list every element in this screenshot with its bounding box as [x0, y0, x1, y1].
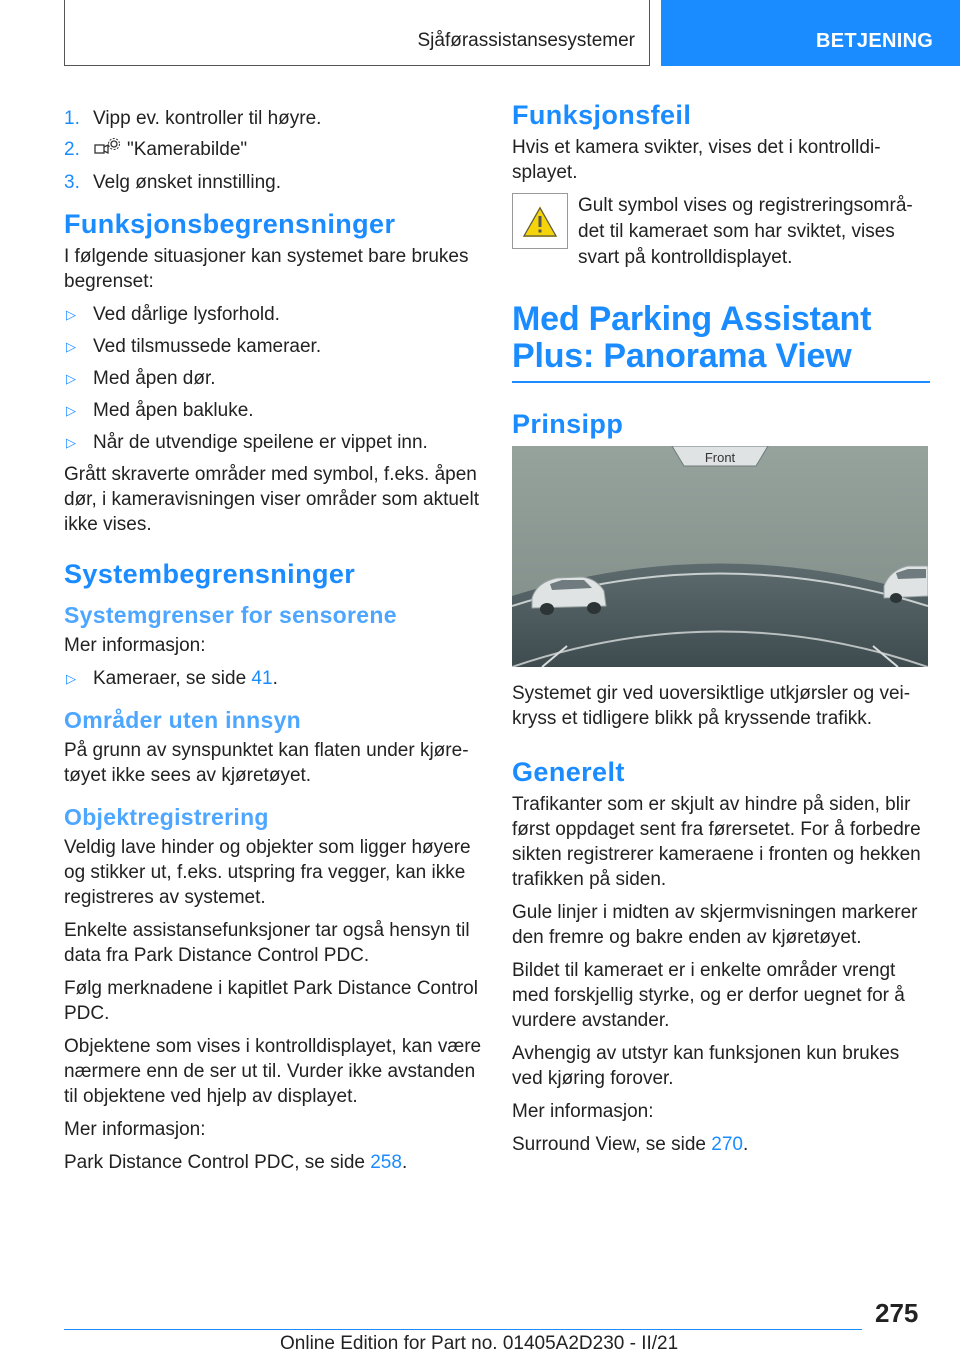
main-heading-line-2: Plus: Panorama View — [512, 337, 852, 375]
object-paragraph-3: Følg merknadene i kapitlet Park Distance Control PDC. — [64, 978, 478, 1024]
panorama-view-image — [512, 446, 928, 667]
limits-item — [64, 302, 484, 327]
object-more-info: Mer informasjon: — [64, 1119, 206, 1140]
left-column — [64, 106, 484, 1183]
fault-warning — [512, 193, 930, 271]
limits-intro: I følgende situasjoner kan systemet bare brukes begrenset: — [64, 246, 469, 292]
limits-item-text: Med åpen dør. — [93, 368, 216, 389]
front-label: Front — [704, 450, 736, 465]
bullet-triangle-icon: ▷ — [66, 307, 76, 322]
general-heading: Generelt — [512, 757, 625, 787]
bullet-triangle-icon: ▷ — [66, 435, 76, 450]
object-detection-heading: Objektregistrering — [64, 804, 269, 830]
system-limits-heading: Systembegrensninger — [64, 559, 356, 589]
limits-note: Grått skraverte områder med symbol, f.eks. åpen dør, i kameravisningen viser områder som aktuelt ikke vises. — [64, 464, 479, 535]
limits-item — [64, 366, 484, 391]
sensor-more-info: Mer informasjon: — [64, 635, 206, 656]
bullet-triangle-icon: ▷ — [66, 339, 76, 354]
step-3 — [64, 170, 484, 195]
step-number: 3. — [64, 172, 80, 193]
principle-heading: Prinsipp — [512, 409, 624, 439]
bullet-triangle-icon: ▷ — [66, 671, 76, 686]
limits-item — [64, 430, 484, 455]
limits-item — [64, 398, 484, 423]
main-heading-line-1: Med Parking Assistant — [512, 300, 872, 338]
general-more-info: Mer informasjon: — [512, 1101, 654, 1122]
sensor-link-item: ▷ Kameraer, se side 41. — [66, 668, 278, 689]
page-link-258[interactable]: 258 — [370, 1152, 402, 1173]
fault-text: Hvis et kamera svikter, vises det i kontrolldisplayet. — [512, 137, 881, 183]
sensor-link-text: Kameraer, se side — [93, 668, 252, 689]
general-paragraph-1: Trafikanter som er skjult av hindre på siden, blir først oppdaget sent fra førersetet. For å forbedre sikten registrerer kameraene i fronten og hekken trafikken på siden. — [512, 794, 921, 890]
object-paragraph-4: Objektene som vises i kontrolldisplayet, kan være nærmere enn de ser ut til. Vurder ikke avstanden til objektene ved hjelp av displayet. — [64, 1036, 482, 1107]
general-link-text: Surround View, se side — [512, 1134, 712, 1155]
page-number: 275 — [875, 1298, 919, 1328]
step-number: 1. — [64, 108, 80, 129]
blind-area-heading: Områder uten innsyn — [64, 707, 302, 733]
step-number: 2. — [64, 139, 80, 160]
fault-heading: Funksjonsfeil — [512, 100, 692, 130]
limits-item-text: Ved tilsmussede kameraer. — [93, 336, 322, 357]
step-text: "Kamerabilde" — [127, 139, 248, 160]
main-heading — [512, 301, 930, 383]
section-title: BETJENING — [816, 30, 934, 52]
warning-triangle-icon — [512, 193, 568, 249]
limits-item-text: Når de utvendige speilene er vippet inn. — [93, 432, 428, 453]
bullet-triangle-icon: ▷ — [66, 403, 76, 418]
step-text: Vipp ev. kontroller til høyre. — [93, 108, 322, 129]
sensor-limits-heading: Systemgrenser for sensorene — [64, 602, 397, 628]
object-link-line: Park Distance Control PDC, se side 258. — [64, 1152, 408, 1173]
page-link-41[interactable]: 41 — [251, 668, 273, 689]
photo-caption: Systemet gir ved uoversiktlige utkjørsler og veikryss et tidligere blikk på kryssende trafikk. — [512, 683, 911, 729]
chapter-title: Sjåførassistansesystemer — [417, 30, 635, 51]
camera-settings-icon — [93, 137, 121, 164]
bullet-triangle-icon: ▷ — [66, 371, 76, 386]
step-text: Velg ønsket innstilling. — [93, 172, 281, 193]
general-paragraph-3: Bildet til kameraet er i enkelte områder vrengt med forskjellig styrke, og er derfor uegnet for å vurdere avstander. — [512, 960, 905, 1031]
blind-area-text: På grunn av synspunktet kan flaten under kjøretøyet ikke sees av kjøretøyet. — [64, 740, 469, 786]
header-chapter-box — [64, 0, 650, 66]
step-1 — [64, 106, 484, 131]
fault-warning-text: Gult symbol vises og registreringsområdet til kameraet som har sviktet, vises svart på kontrolldisplayet. — [578, 195, 913, 268]
limits-item-text: Ved dårlige lysforhold. — [93, 304, 280, 325]
footer-edition: Online Edition for Part no. 01405A2D230 - II/21 — [280, 1333, 679, 1354]
limits-item-text: Med åpen bakluke. — [93, 400, 254, 421]
object-paragraph-1: Veldig lave hinder og objekter som ligger høyere og stikker ut, f.eks. utspring fra vegger, kan ikke registreres av systemet. — [64, 837, 471, 908]
page-link-270[interactable]: 270 — [711, 1134, 743, 1155]
general-paragraph-4: Avhengig av utstyr kan funksjonen kun brukes ved kjøring forover. — [512, 1043, 900, 1089]
general-link-line: Surround View, se side 270. — [512, 1134, 749, 1155]
limits-heading: Funksjonsbegrensninger — [64, 209, 396, 239]
general-paragraph-2: Gule linjer i midten av skjermvisningen markerer den fremre og bakre enden av kjøretøyet. — [512, 902, 918, 948]
object-paragraph-2: Enkelte assistansefunksjoner tar også hensyn til data fra Park Distance Control PDC. — [64, 920, 470, 966]
step-2 — [64, 137, 484, 164]
right-column — [512, 100, 930, 1165]
object-link-text: Park Distance Control PDC, se side — [64, 1152, 371, 1173]
footer-divider — [64, 1329, 862, 1330]
limits-item — [64, 334, 484, 359]
